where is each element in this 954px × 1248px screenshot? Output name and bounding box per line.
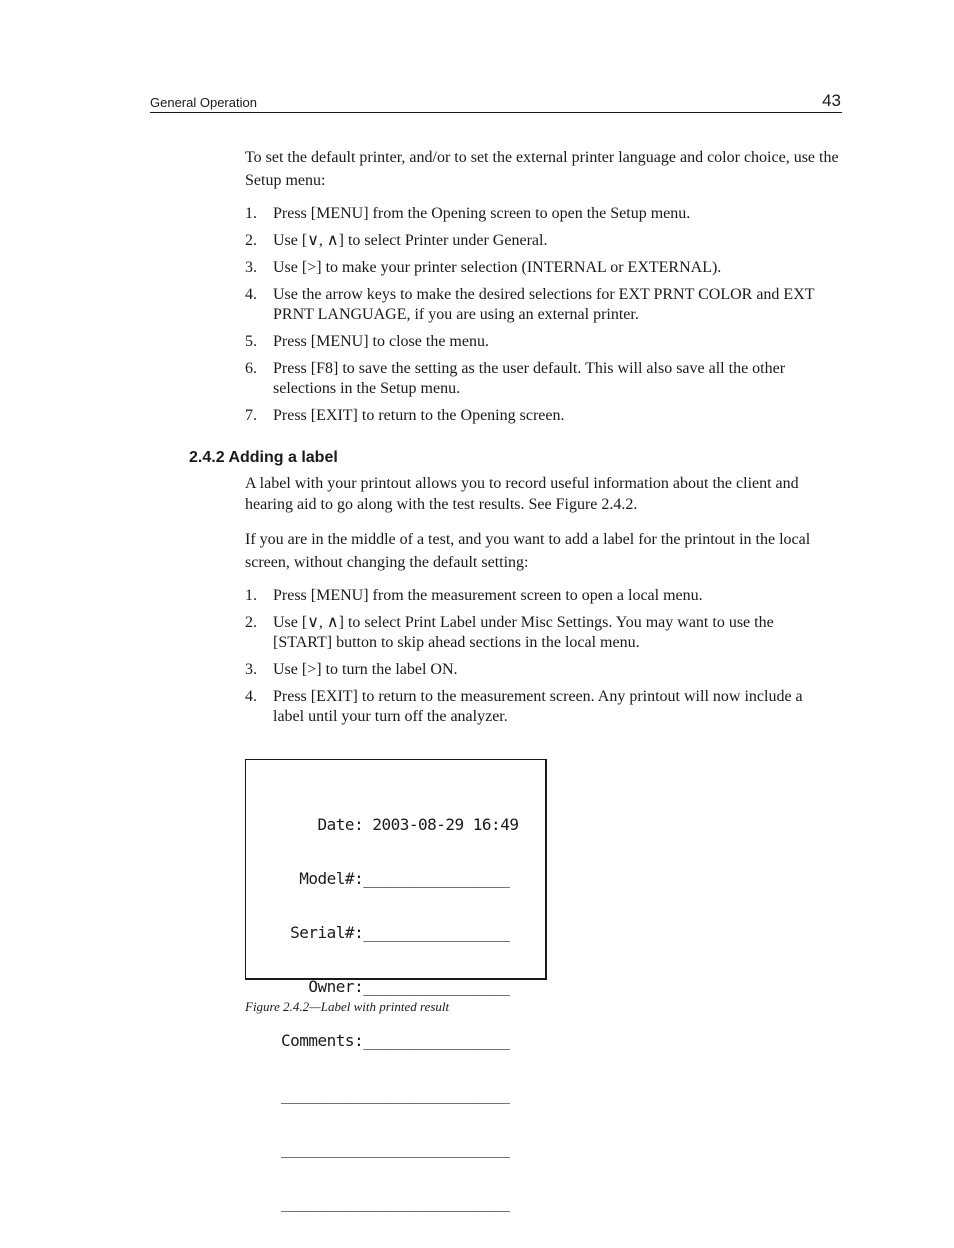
list-item <box>245 359 845 399</box>
list-item-number: 2. <box>245 232 257 249</box>
label-owner-line: Owner:________________ <box>281 977 510 996</box>
list-item <box>245 204 845 224</box>
list-item-number: 4. <box>245 286 257 303</box>
list-item-text: Press [MENU] to close the menu. <box>273 333 489 350</box>
list-item <box>245 258 845 278</box>
label-blank-line: _________________________ <box>281 1085 510 1104</box>
list-item-number: 6. <box>245 360 257 377</box>
figure-caption: Figure 2.4.2—Label with printed result <box>245 999 450 1014</box>
list-item-text: Press [MENU] from the Opening screen to open the Setup menu. <box>273 205 691 222</box>
list-item-number: 2. <box>245 614 257 631</box>
list-item <box>245 586 845 606</box>
section-paragraph-1: A label with your printout allows you to record useful information about the client and hearing aid to go along with the test results. See Figure 2.4.2. <box>245 475 799 513</box>
list-item-number: 4. <box>245 688 257 705</box>
list-item-number: 3. <box>245 661 257 678</box>
list-item-text: Press [EXIT] to return to the Opening screen. <box>273 407 565 424</box>
running-header-section: General Operation <box>150 95 257 110</box>
label-steps-list <box>245 586 845 734</box>
list-item-text: Press [MENU] from the measurement screen to open a local menu. <box>273 587 703 604</box>
header-rule <box>150 112 842 113</box>
label-model-line: Model#:________________ <box>281 869 510 888</box>
list-item <box>245 231 845 251</box>
label-date-line: Date: 2003-08-29 16:49 <box>281 815 519 834</box>
list-item <box>245 285 845 325</box>
list-item-text: Press [F8] to save the setting as the user default. This will also save all the other selections in the Setup menu. <box>273 360 786 397</box>
list-item-text: Use [>] to turn the label ON. <box>273 661 458 678</box>
list-item <box>245 687 845 727</box>
list-item <box>245 332 845 352</box>
list-item-text: Use the arrow keys to make the desired selections for EXT PRNT COLOR and EXT PRNT LANGUAGE, if you are using an external printer. <box>273 286 815 323</box>
list-item-number: 7. <box>245 407 257 424</box>
label-blank-line: _________________________ <box>281 1139 510 1158</box>
list-item-text: Use [>] to make your printer selection (INTERNAL or EXTERNAL). <box>273 259 722 276</box>
list-item-number: 3. <box>245 259 257 276</box>
label-blank-line: _________________________ <box>281 1193 510 1212</box>
list-item <box>245 660 845 680</box>
list-item-text: Use [∨, ∧] to select Print Label under Misc Settings. You may want to use the [START] button to skip ahead sections in the local menu. <box>273 614 774 651</box>
list-item-text: Press [EXIT] to return to the measurement screen. Any printout will now include a label until your turn off the analyzer. <box>273 688 803 725</box>
list-item-number: 5. <box>245 333 257 350</box>
label-comments-line: Comments:________________ <box>281 1031 510 1050</box>
list-item-number: 1. <box>245 587 257 604</box>
intro-paragraph: To set the default printer, and/or to set the external printer language and color choice, use the Setup menu: <box>245 149 839 189</box>
section-paragraph-2: If you are in the middle of a test, and you want to add a label for the printout in the local screen, without changing the default setting: <box>245 531 811 571</box>
setup-steps-list <box>245 204 845 433</box>
section-heading: 2.4.2 Adding a label <box>189 449 338 466</box>
list-item <box>245 406 845 426</box>
list-item-text: Use [∨, ∧] to select Printer under General. <box>273 232 548 249</box>
list-item <box>245 613 845 653</box>
list-item-number: 1. <box>245 205 257 222</box>
page-number: 43 <box>822 91 841 110</box>
label-serial-line: Serial#:________________ <box>281 923 510 942</box>
